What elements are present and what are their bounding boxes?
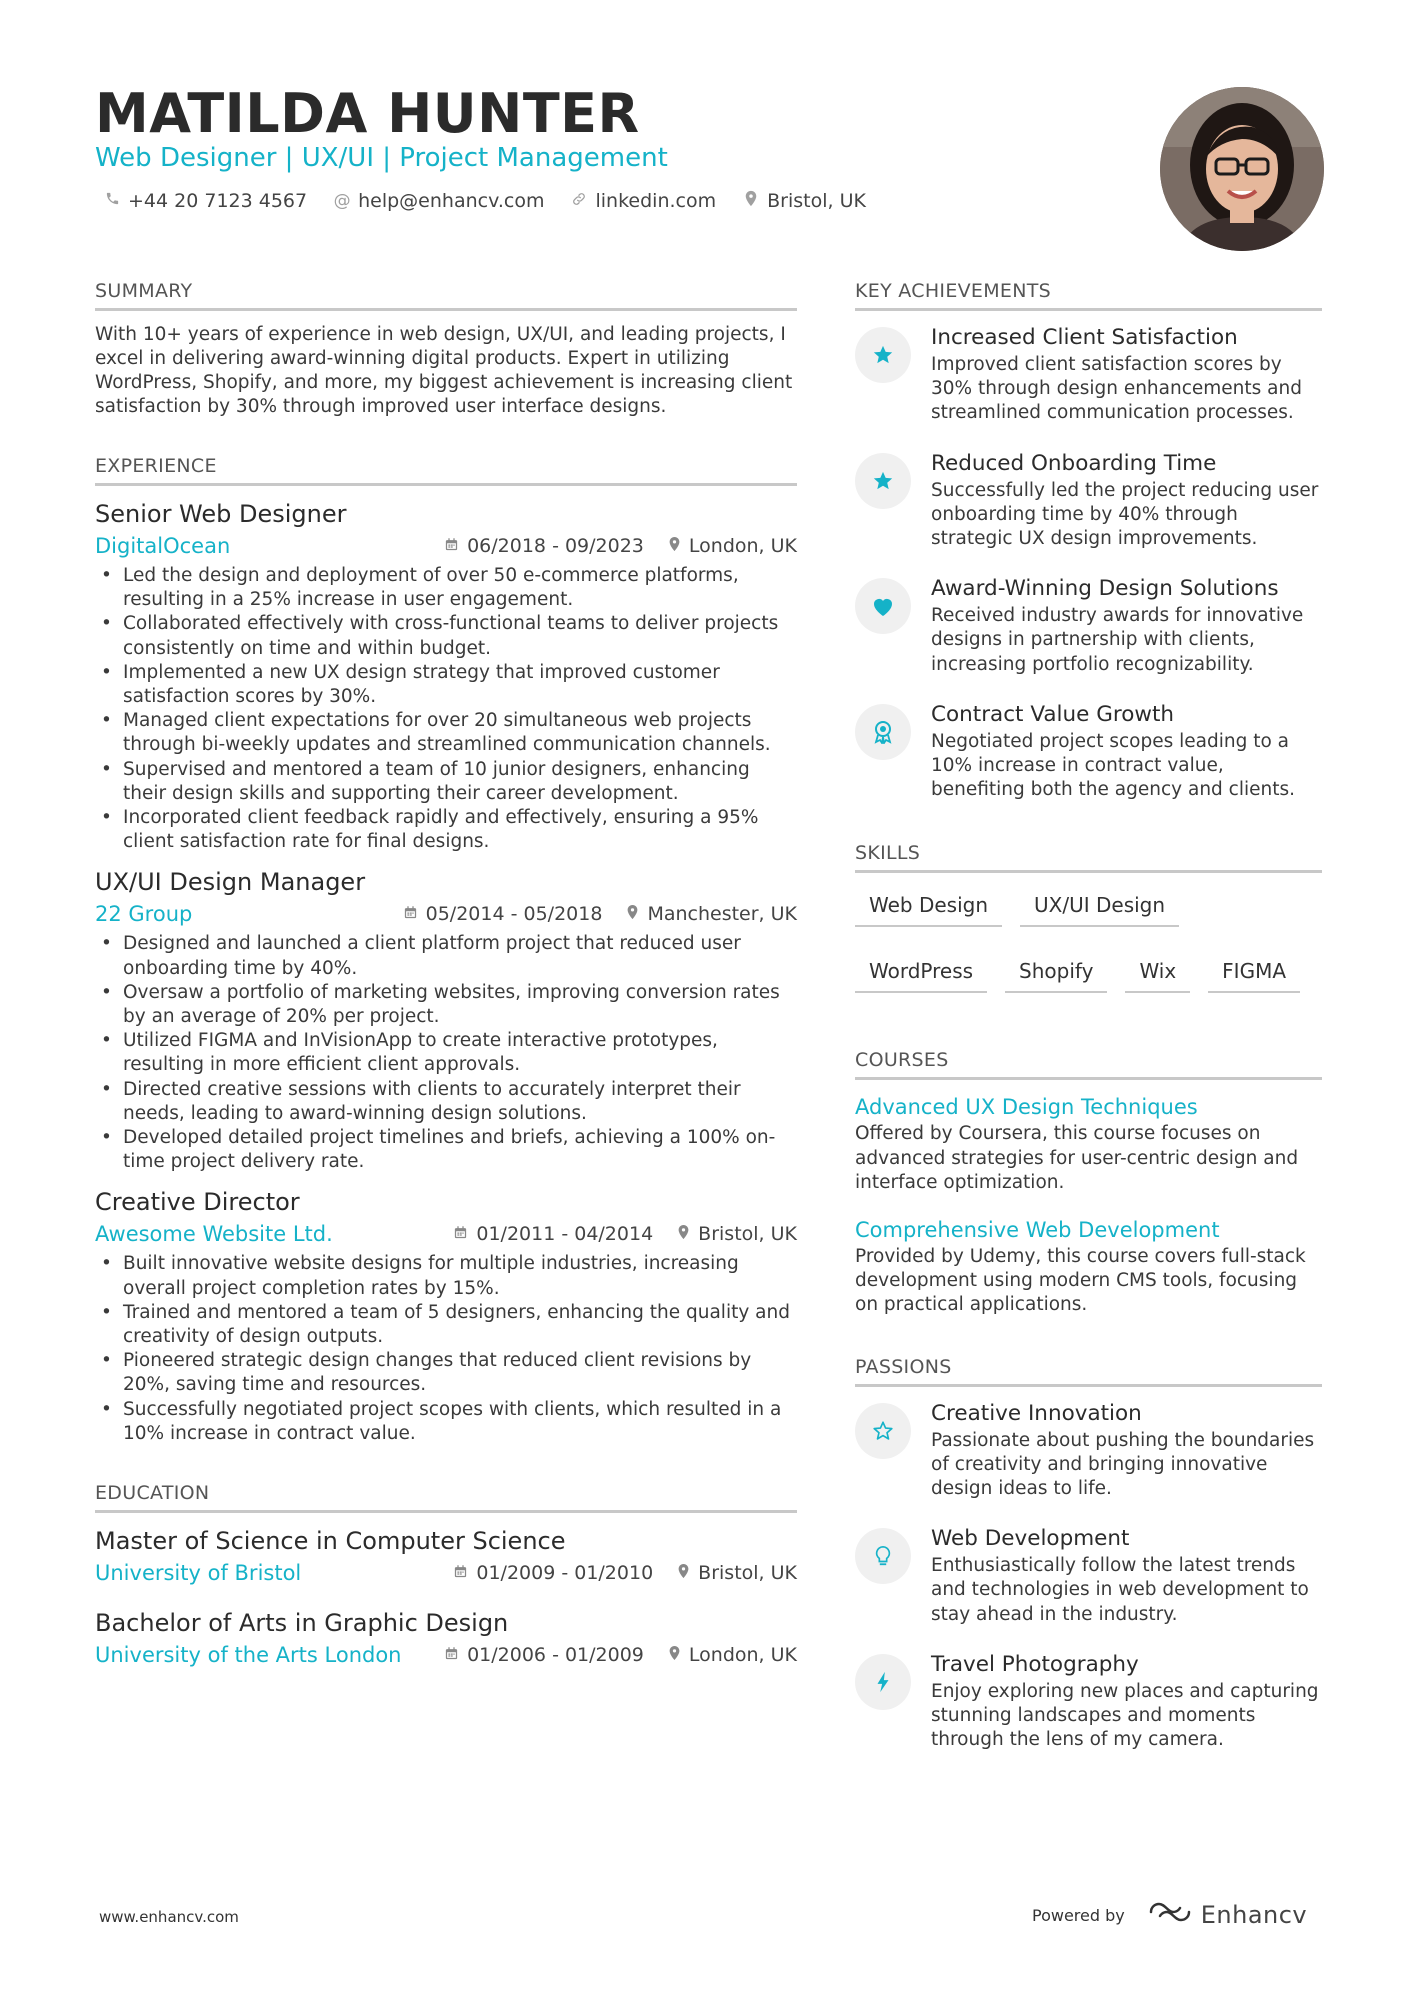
bolt-icon <box>855 1654 911 1710</box>
bullet-item: • Oversaw a portfolio of marketing websites, improving conversion rates by an average of 20% per project. <box>95 981 797 1029</box>
achievements-heading: KEY ACHIEVEMENTS <box>855 280 1322 311</box>
job-dates <box>453 1223 653 1245</box>
passion-title: Creative Innovation <box>931 1400 1142 1426</box>
job-location <box>677 1223 797 1245</box>
company-name: DigitalOcean <box>95 534 231 558</box>
bullet-item: • Supervised and mentored a team of 10 junior designers, enhancing their design skills and supporting their career development. <box>95 758 797 806</box>
job-dates <box>444 535 644 557</box>
courses-heading: COURSES <box>855 1049 1322 1080</box>
achievement-item <box>855 700 1322 803</box>
experience-heading: EXPERIENCE <box>95 455 797 486</box>
bullet-item: • Developed detailed project timelines and briefs, achieving a 100% on-time project delivery rate. <box>95 1126 797 1174</box>
lightbulb-icon <box>855 1528 911 1584</box>
passion-item <box>855 1399 1322 1502</box>
bullet-item: • Utilized FIGMA and InVisionApp to create interactive prototypes, resulting in more efficient client approvals. <box>95 1029 797 1077</box>
left-column <box>95 280 797 1671</box>
bullet-item: • Pioneered strategic design changes that reduced client revisions by 20%, saving time and resources. <box>95 1349 797 1397</box>
education-meta <box>95 1557 797 1589</box>
bullet-item: • Implemented a new UX design strategy that improved customer satisfaction scores by 30%. <box>95 661 797 709</box>
course-title: Comprehensive Web Development <box>855 1218 1220 1243</box>
job-dates-text: 05/2014 - 05/2018 <box>425 903 603 926</box>
experience-item <box>95 866 797 1174</box>
bullet-item: • Built innovative website designs for multiple industries, increasing overall project completion rates by 15%. <box>95 1252 797 1300</box>
passion-title: Travel Photography <box>931 1651 1139 1677</box>
skill-tag: Shopify <box>1005 957 1107 993</box>
location-icon <box>626 904 639 924</box>
education-location-text: London, UK <box>688 1644 797 1667</box>
achievement-desc: Successfully led the project reducing user onboarding time by 40% through strategic UX design improvements. <box>931 479 1319 550</box>
candidate-name: MATILDA HUNTER <box>95 82 640 145</box>
contact-location <box>742 190 866 212</box>
phone-icon <box>103 191 121 211</box>
education-dates-text: 01/2006 - 01/2009 <box>467 1644 644 1667</box>
contact-email-text: help@enhancv.com <box>358 190 545 212</box>
bullet-item: • Managed client expectations for over 20 simultaneous web projects through bi-weekly updates and streamlined communication channels. <box>95 709 797 757</box>
at-icon: @ <box>333 191 351 211</box>
contact-bar <box>103 190 866 212</box>
bullet-item: • Designed and launched a client platform project that reduced user onboarding time by 40%. <box>95 932 797 980</box>
achievement-title: Contract Value Growth <box>931 701 1175 727</box>
company-name: Awesome Website Ltd. <box>95 1222 333 1247</box>
skill-tag: WordPress <box>855 957 987 993</box>
calendar-icon <box>453 1225 468 1244</box>
job-meta <box>95 530 797 562</box>
job-title: Creative Director <box>95 1188 300 1217</box>
company-name: 22 Group <box>95 902 193 927</box>
award-icon <box>855 704 911 760</box>
job-location-text: London, UK <box>688 535 797 557</box>
school-name: University of the Arts London <box>95 1643 402 1668</box>
summary-heading: SUMMARY <box>95 280 797 311</box>
achievement-item <box>855 323 1322 426</box>
experience-item <box>95 498 797 854</box>
passion-desc: Enjoy exploring new places and capturing stunning landscapes and moments through the lens of my camera. <box>931 1680 1319 1751</box>
contact-location-text: Bristol, UK <box>767 190 866 212</box>
job-location-text: Manchester, UK <box>647 903 797 926</box>
job-dates-text: 01/2011 - 04/2014 <box>476 1223 654 1246</box>
degree-title: Bachelor of Arts in Graphic Design <box>95 1609 509 1638</box>
job-title: UX/UI Design Manager <box>95 868 366 897</box>
passion-desc: Enthusiastically follow the latest trends and technologies in web development to stay ahead in the industry. <box>931 1555 1309 1625</box>
job-bullets <box>95 564 797 854</box>
brand-name: Enhancv <box>1200 1901 1308 1929</box>
skill-tag: Web Design <box>855 891 1002 927</box>
skill-tag: Wix <box>1125 957 1190 993</box>
job-location-text: Bristol, UK <box>698 1223 797 1246</box>
course-item <box>855 1092 1322 1195</box>
education-location <box>668 1644 797 1666</box>
location-icon <box>742 190 760 212</box>
passion-desc: Passionate about pushing the boundaries of creativity and bringing innovative design ideas to life. <box>931 1429 1315 1500</box>
location-icon <box>668 1645 681 1665</box>
footer-website[interactable]: www.enhancv.com <box>99 1908 239 1926</box>
passion-title: Web Development <box>931 1526 1130 1552</box>
skill-tag: UX/UI Design <box>1020 891 1179 927</box>
powered-by-text: Powered by <box>1032 1905 1125 1925</box>
passions-heading: PASSIONS <box>855 1356 1322 1387</box>
location-icon <box>677 1224 690 1244</box>
star-outline-icon <box>855 1403 911 1459</box>
bullet-item: • Trained and mentored a team of 5 designers, enhancing the quality and creativity of design outputs. <box>95 1301 797 1349</box>
location-icon <box>677 1563 690 1583</box>
degree-title: Master of Science in Computer Science <box>95 1527 566 1556</box>
profile-photo <box>1160 87 1324 251</box>
education-dates <box>444 1644 644 1666</box>
job-meta <box>95 898 797 930</box>
job-dates-text: 06/2018 - 09/2023 <box>467 535 644 557</box>
right-column <box>855 280 1322 1775</box>
calendar-icon <box>444 1646 459 1665</box>
contact-phone[interactable] <box>103 190 307 212</box>
achievement-item <box>855 574 1322 677</box>
skills-list <box>855 891 1322 993</box>
achievement-desc: Received industry awards for innovative designs in partnership with clients, increasing portfolio recognizability. <box>931 605 1304 675</box>
calendar-icon <box>453 1564 468 1583</box>
contact-linkedin[interactable] <box>570 190 716 212</box>
star-icon <box>855 327 911 383</box>
calendar-icon <box>444 537 459 556</box>
job-location <box>668 535 797 557</box>
candidate-tagline: Web Designer | UX/UI | Project Management <box>95 143 668 173</box>
achievement-title: Reduced Onboarding Time <box>931 450 1217 476</box>
course-desc: Provided by Udemy, this course covers full-stack development using modern CMS tools, focusing on practical applications. <box>855 1246 1306 1316</box>
brand-logo[interactable] <box>1147 1900 1307 1930</box>
education-dates-text: 01/2009 - 01/2010 <box>476 1562 654 1585</box>
enhancv-logo-icon <box>1147 1900 1193 1930</box>
achievement-desc: Negotiated project scopes leading to a 10% increase in contract value, benefiting both the agency and clients. <box>931 730 1295 801</box>
experience-item <box>95 1186 797 1446</box>
skill-tag: FIGMA <box>1208 957 1300 993</box>
contact-email[interactable] <box>333 190 544 212</box>
achievement-title: Award-Winning Design Solutions <box>931 576 1279 602</box>
bullet-item: • Incorporated client feedback rapidly and effectively, ensuring a 95% client satisfaction rate for final designs. <box>95 806 797 854</box>
job-title: Senior Web Designer <box>95 500 347 528</box>
footer-branding <box>1032 1900 1307 1930</box>
job-meta <box>95 1218 797 1250</box>
summary-text: With 10+ years of experience in web design, UX/UI, and leading projects, I excel in delivering award-winning digital products. Expert in utilizing WordPress, Shopify, and more, my biggest achievement is increasing client satisfaction by 30% through improved user interface designs. <box>95 324 793 417</box>
location-icon <box>668 536 681 556</box>
achievement-desc: Improved client satisfaction scores by 30% through design enhancements and streamlined communication processes. <box>931 354 1302 424</box>
calendar-icon <box>403 905 418 924</box>
course-desc: Offered by Coursera, this course focuses on advanced strategies for user-centric design and interface optimization. <box>855 1123 1299 1193</box>
contact-linkedin-text: linkedin.com <box>595 190 717 212</box>
passion-item <box>855 1650 1322 1753</box>
job-dates <box>403 903 603 925</box>
heart-icon <box>855 578 911 634</box>
education-dates <box>453 1562 653 1584</box>
education-item <box>95 1607 797 1671</box>
passion-item <box>855 1524 1322 1627</box>
school-name: University of Bristol <box>95 1561 302 1586</box>
education-item <box>95 1525 797 1589</box>
achievement-item <box>855 449 1322 552</box>
bullet-item: • Led the design and deployment of over 50 e-commerce platforms, resulting in a 25% increase in user engagement. <box>95 564 797 612</box>
job-bullets <box>95 932 797 1174</box>
contact-phone-text: +44 20 7123 4567 <box>128 190 308 212</box>
job-bullets <box>95 1252 797 1446</box>
link-icon <box>570 191 588 212</box>
job-location <box>626 903 797 925</box>
education-location <box>677 1562 797 1584</box>
achievement-title: Increased Client Satisfaction <box>931 325 1238 350</box>
course-item <box>855 1215 1322 1318</box>
bullet-item: • Successfully negotiated project scopes with clients, which resulted in a 10% increase in contract value. <box>95 1398 797 1446</box>
star-icon <box>855 453 911 509</box>
education-meta <box>95 1639 797 1671</box>
education-heading: EDUCATION <box>95 1482 797 1513</box>
bullet-item: • Collaborated effectively with cross-functional teams to deliver projects consistently on time and within budget. <box>95 612 797 660</box>
skills-heading: SKILLS <box>855 842 1322 873</box>
education-location-text: Bristol, UK <box>698 1562 797 1585</box>
bullet-item: • Directed creative sessions with clients to accurately interpret their needs, leading to award-winning design solutions. <box>95 1078 797 1126</box>
course-title: Advanced UX Design Techniques <box>855 1095 1198 1120</box>
